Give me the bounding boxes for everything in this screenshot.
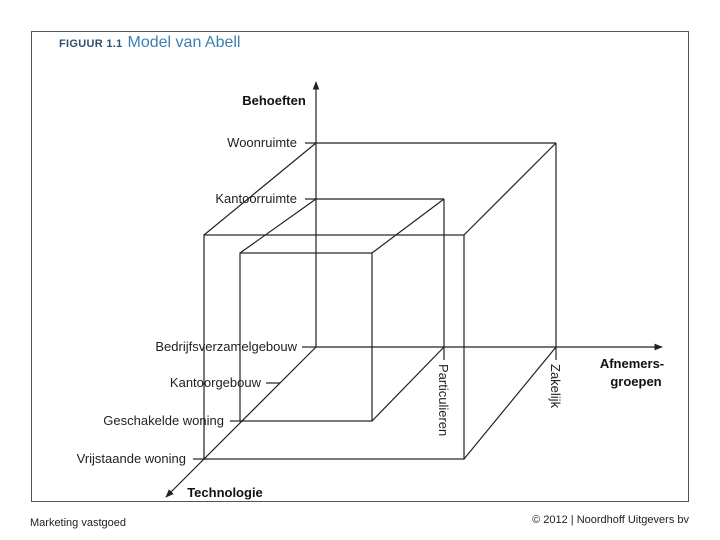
tick-label-geschakelde-woning: Geschakelde woning	[103, 413, 224, 428]
inner-cube	[240, 199, 444, 421]
figure-number: FIGUUR 1.1	[59, 38, 123, 50]
figure-name: Model van Abell	[127, 34, 241, 51]
footer-left: Marketing vastgoed	[30, 517, 126, 529]
axis-label-customer-groups-1: Afnemers-	[599, 356, 665, 371]
tick-label-particulieren: Particulieren	[436, 364, 451, 437]
axis-label-technology: Technologie	[187, 485, 263, 500]
tick-label-vrijstaande-woning: Vrijstaande woning	[76, 451, 186, 466]
axis-label-customer-groups-2: groepen	[610, 374, 662, 389]
tick-label-zakelijk: Zakelijk	[548, 364, 563, 409]
tick-label-kantoorruimte: Kantoorruimte	[215, 191, 297, 206]
tick-label-bedrijfsverzamelgebouw: Bedrijfsverzamelgebouw	[155, 339, 297, 354]
tick-label-kantoorgebouw: Kantoorgebouw	[169, 375, 261, 390]
footer-right: © 2012 | Noordhoff Uitgevers bv	[532, 514, 689, 526]
axis-label-needs: Behoeften	[242, 93, 306, 108]
tick-label-woonruimte: Woonruimte	[227, 135, 297, 150]
